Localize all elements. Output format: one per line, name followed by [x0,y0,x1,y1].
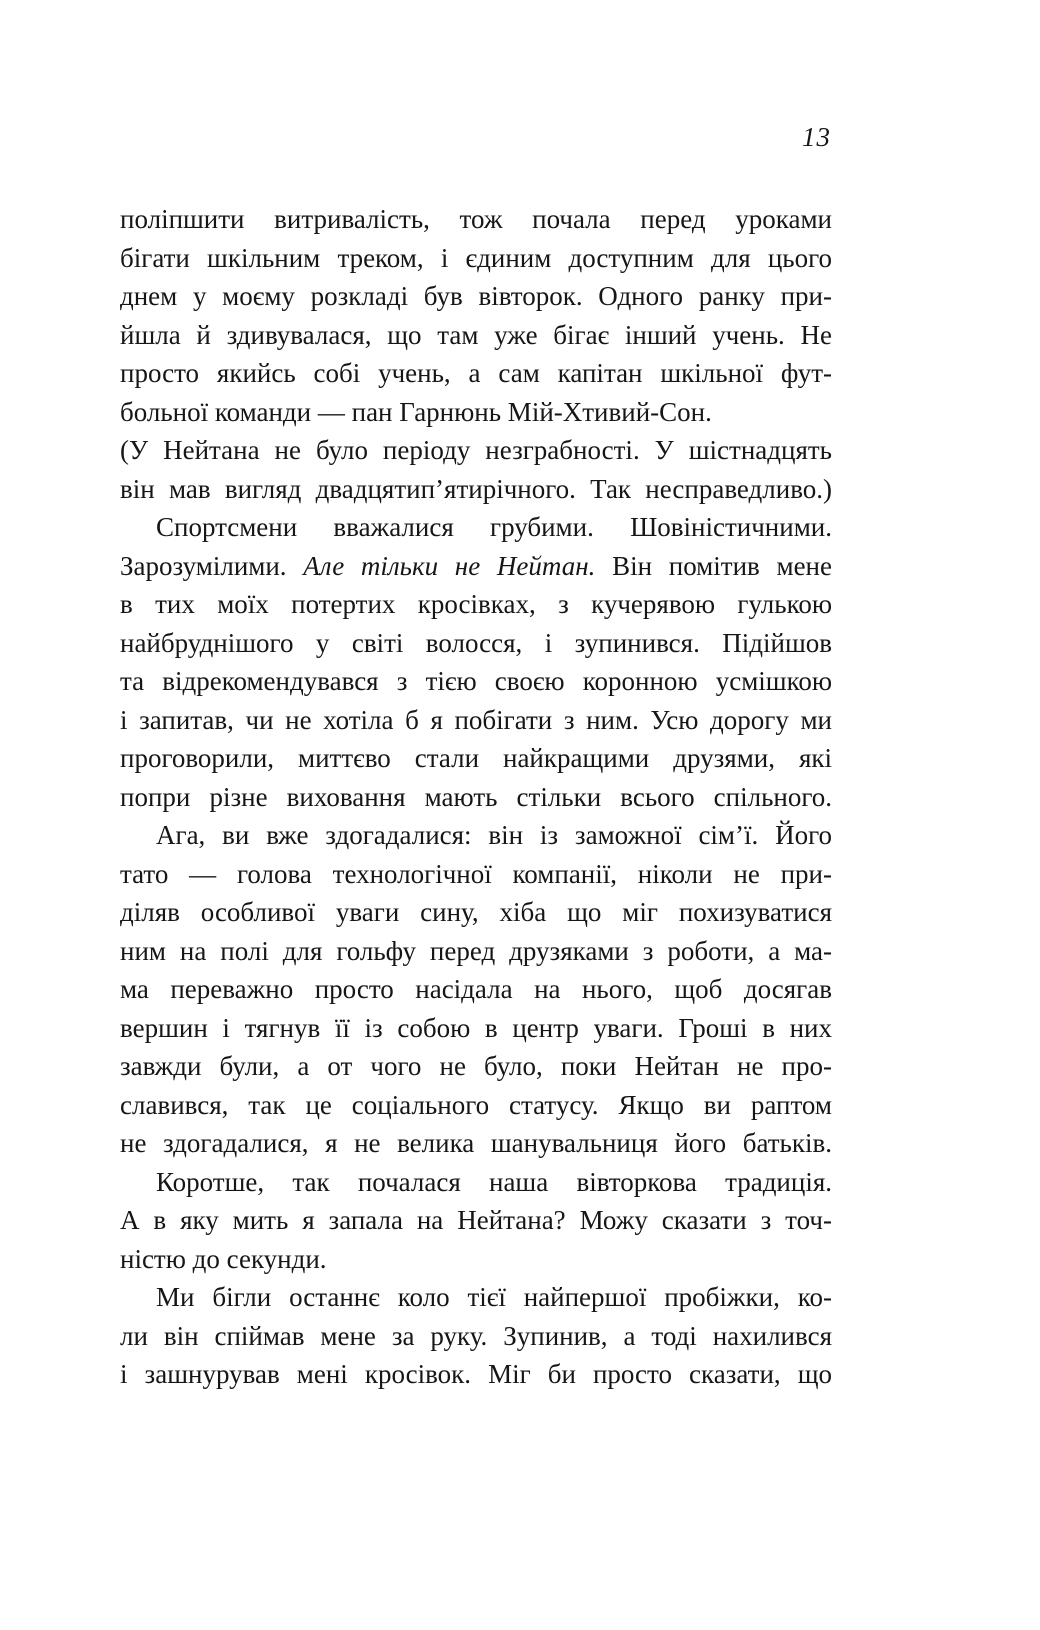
text-line [120,1124,832,1163]
text-segment: ним на полі для гольфу перед друзяками з роботи, а ма- [120,935,832,966]
text-line [120,200,832,239]
text-segment: в тих моїх потертих кросівках, з кучерявою гулькою [120,589,832,619]
text-line [120,662,832,701]
text-segment: днем у моєму розкладі був вівторок. Одного ранку при- [120,281,832,311]
text-segment: бігати шкільним треком, і єдиним доступним для цього [120,242,832,273]
text-segment: Коротше, так почалася наша вівторкова традиція. [156,1166,832,1197]
paragraph [120,1278,832,1394]
text-line [120,470,832,509]
text-line [120,739,832,778]
text-segment: він мав вигляд двадцятип’ятирічного. Так несправедливо.) [120,473,832,504]
text-segment: Ми бігли останнє коло тієї найпершої пробіжки, ко- [156,1282,832,1312]
text-segment: просто якийсь собі учень, а сам капітан шкільної фут- [120,358,832,388]
text-line [120,316,832,355]
text-line [120,1009,832,1048]
paragraph [120,508,832,816]
text-line [120,816,832,855]
text-segment: не здогадалися, я не велика шанувальниця його батьків. [120,1128,832,1158]
text-segment: славився, так це соціального статусу. Якщо ви раптом [120,1089,832,1120]
text-line [120,547,832,586]
text-line [120,1240,832,1279]
text-segment: попри різне виховання мають стільки всього спільного. [120,781,832,812]
text-segment: та відрекомендувався з тією своєю коронною усмішкою [120,666,832,696]
text-line [120,778,832,817]
text-line [120,1163,832,1202]
text-line [120,1278,832,1317]
text-line [120,393,832,432]
text-line [120,277,832,316]
text-line [120,585,832,624]
text-segment: поліпшити витривалість, тож почала перед уроками [120,204,832,234]
text-line [120,1086,832,1125]
text-line [120,855,832,894]
text-segment: вершин і тягнув її із собою в центр уваги. Гроші в них [120,1012,832,1043]
text-segment: йшла й здивувалася, що там уже бігає інший учень. Не [120,319,832,350]
text-line [120,1317,832,1356]
text-line [120,701,832,740]
text-segment: і зашнурував мені кросівок. Міг би просто сказати, що [120,1359,832,1389]
text-segment: Ага, ви вже здогадалися: він із заможної сім’ї. Його [156,820,832,850]
text-segment: Спортсмени вважалися грубими. Шовіністичними. [156,512,832,542]
text-line [120,1355,832,1394]
text-segment: ністю до секунди. [120,1243,327,1274]
text-line [120,624,832,663]
text-segment: і запитав, чи не хотіла б я побігати з ним. Усю дорогу ми [120,704,832,735]
text-segment: ли він спіймав мене за руку. Зупинив, а тоді нахилився [120,1320,832,1351]
page-number: 13 [802,122,831,152]
text-segment: Зарозумілими. [120,550,304,581]
text-line [120,970,832,1009]
text-segment: діляв особливої уваги сину, хіба що міг похизуватися [120,897,832,927]
text-line [120,354,832,393]
text-segment: (У Нейтана не було періоду незграбності. У шістнадцять [120,435,832,465]
text-segment: завжди були, а от чого не було, поки Нейтан не про- [120,1051,832,1081]
paragraph [120,816,832,1163]
paragraph [120,1163,832,1279]
text-line [120,932,832,971]
text-line [120,431,832,470]
text-line [120,893,832,932]
text-segment: А в яку мить я запала на Нейтана? Можу сказати з точ- [120,1205,832,1235]
italic-text-segment: Але тільки не Нейтан. [303,550,596,581]
text-segment: Він помітив мене [595,550,832,581]
text-block [120,200,832,1394]
paragraph [120,200,832,508]
text-line [120,1201,832,1240]
text-segment: проговорили, миттєво стали найкращими друзями, які [120,743,832,773]
text-line [120,1047,832,1086]
text-line [120,508,832,547]
text-line [120,239,832,278]
text-segment: тато — голова технологічної компанії, ніколи не при- [120,858,832,889]
text-segment: ма переважно просто насідала на нього, щоб досягав [120,974,832,1004]
text-segment: больної команди — пан Гарнюнь Мій-Хтивий-Сон. [120,396,712,427]
text-segment: найбруднішого у світі волосся, і зупинився. Підійшов [120,627,832,658]
